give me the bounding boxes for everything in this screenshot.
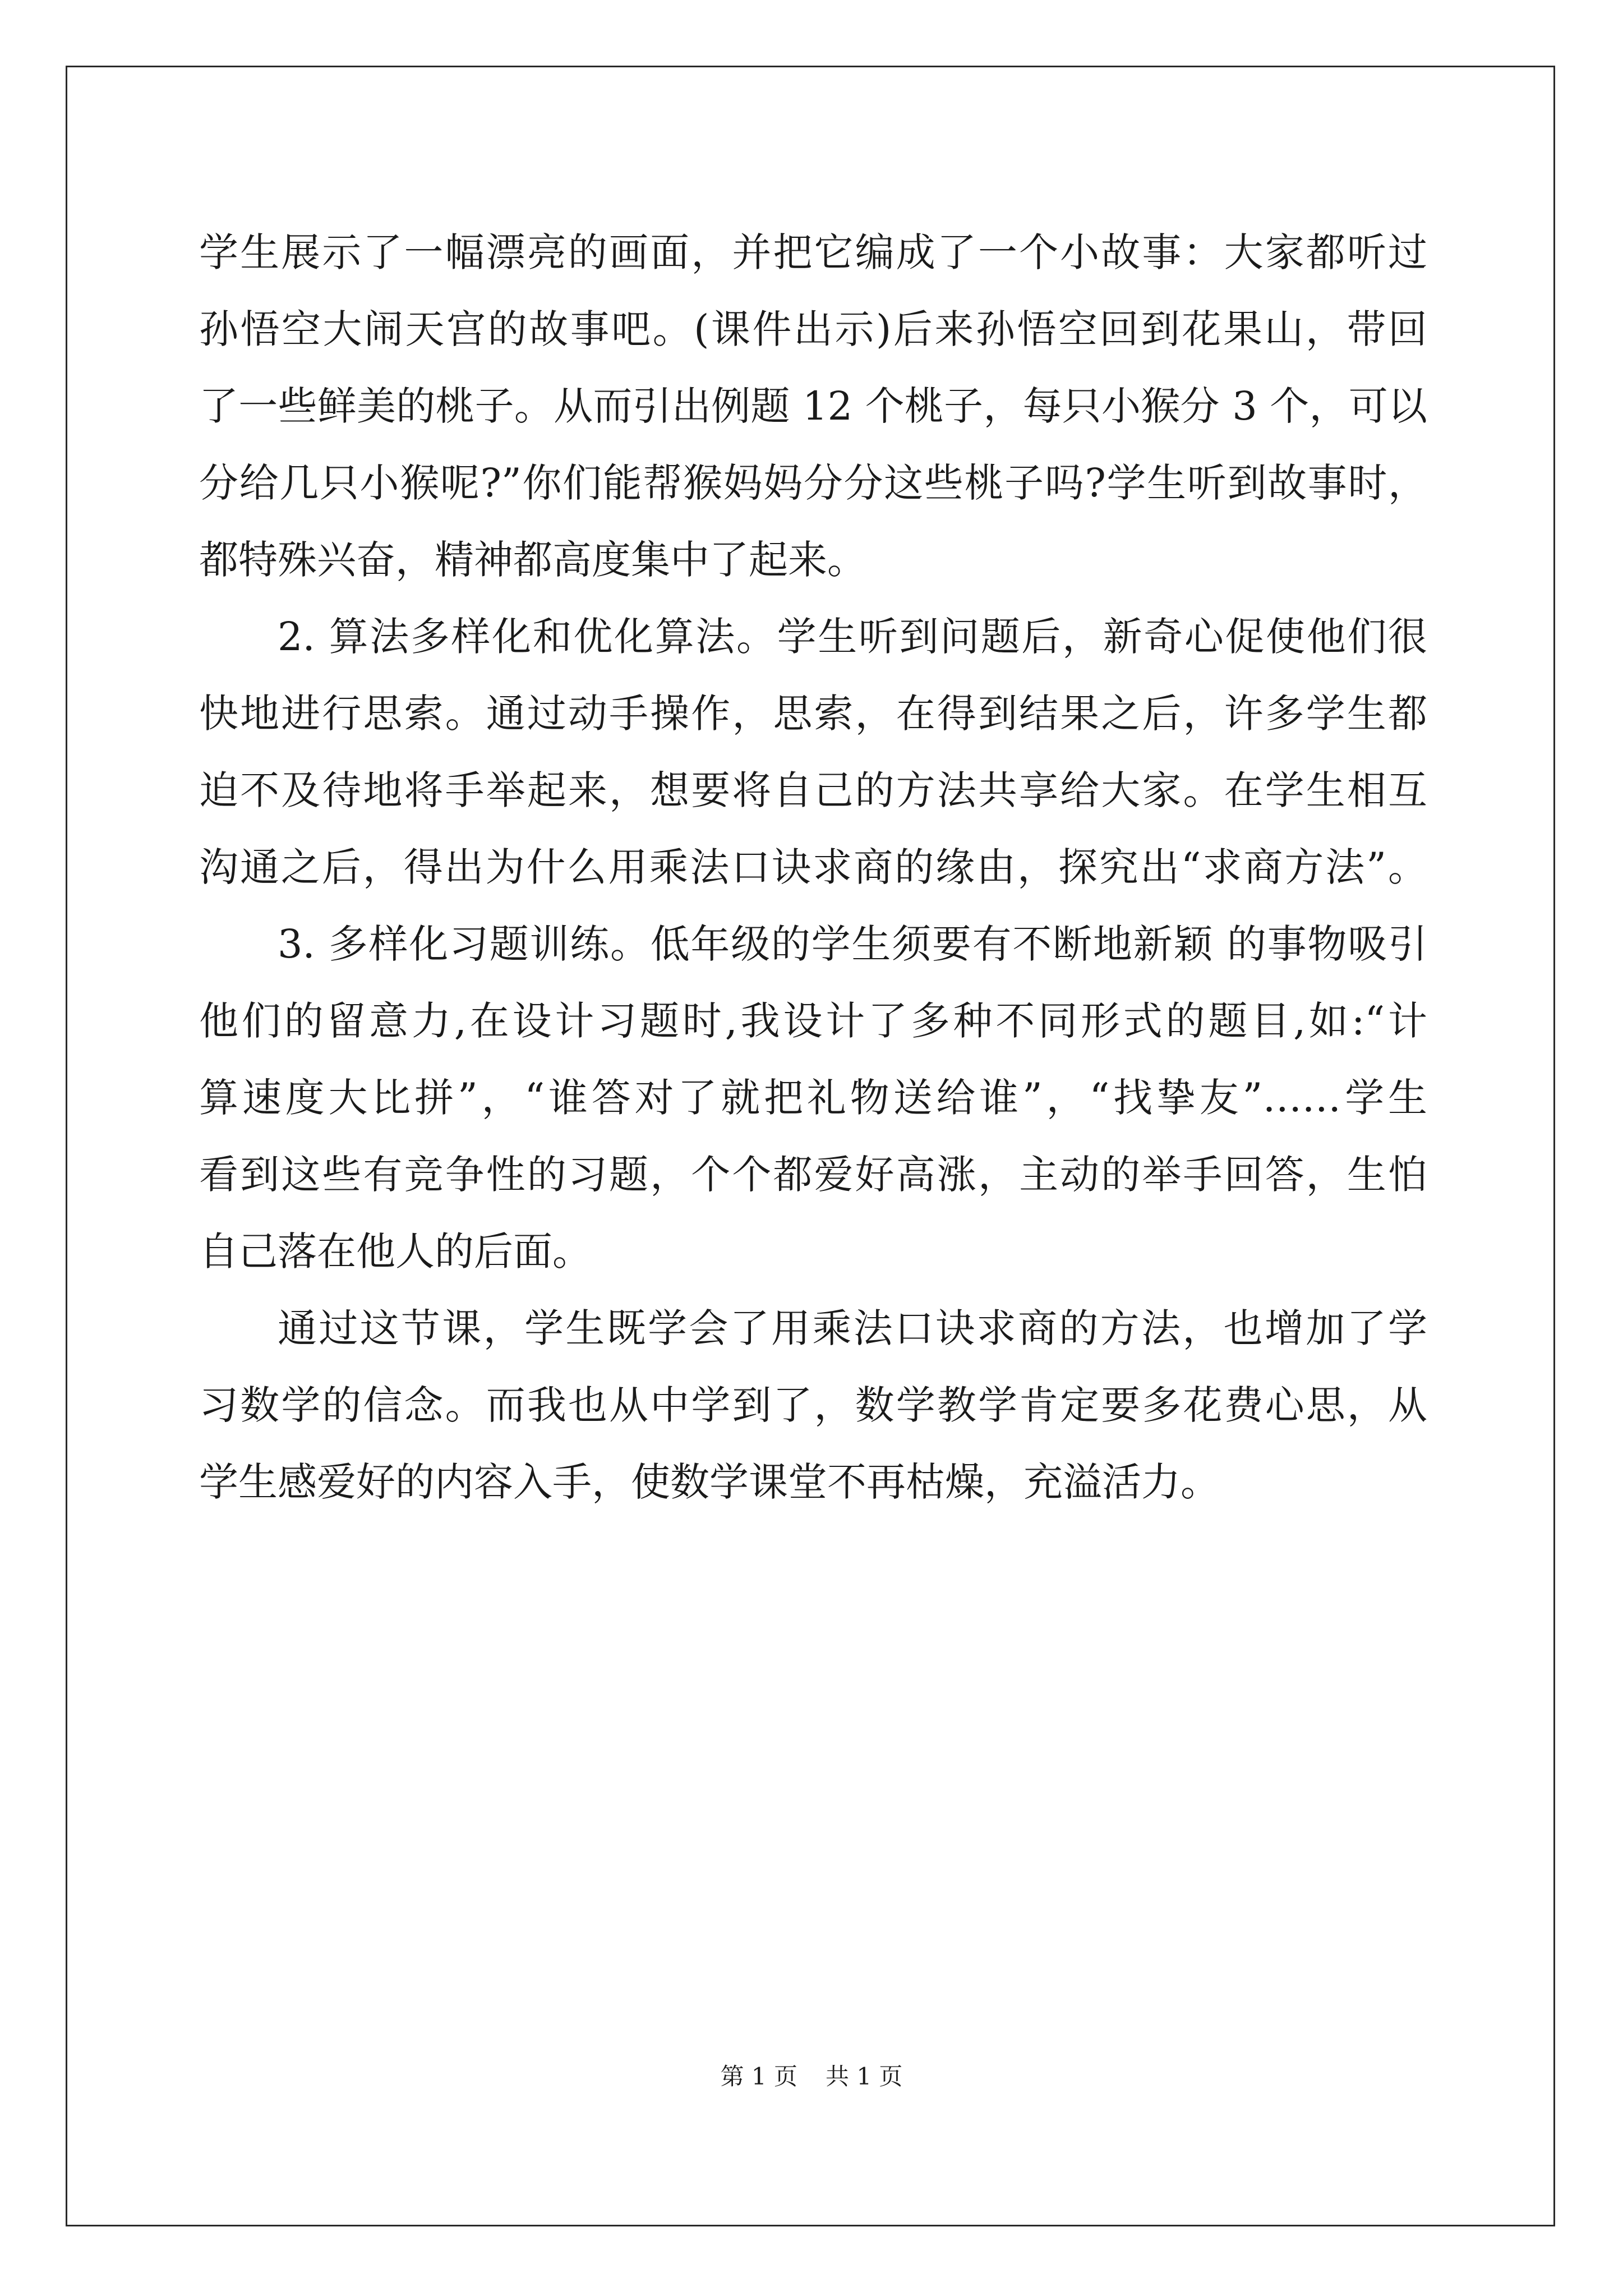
text-line: 沟通之后，得出为什么用乘法口诀求商的缘由，探究出“求商方法”。 xyxy=(199,844,1427,890)
page-footer xyxy=(0,2060,1623,2093)
text-line: 3. 多样化习题训练。低年级的学生须要有不断地新颖 的事物吸引 xyxy=(278,921,1427,967)
document-body xyxy=(199,214,1427,1521)
text-line: 看到这些有竞争性的习题，个个都爱好高涨，主动的举手回答，生怕 xyxy=(199,1152,1427,1198)
text-line: 他们的留意力,在设计习题时,我设计了多种不同形式的题目,如:“计 xyxy=(199,998,1427,1044)
text-line: 学生展示了一幅漂亮的画面，并把它编成了一个小故事：大家都听过 xyxy=(199,229,1427,275)
text-line: 通过这节课，学生既学会了用乘法口诀求商的方法，也增加了学 xyxy=(278,1305,1427,1351)
text-line: 了一些鲜美的桃子。从而引出例题 12 个桃子，每只小猴分 3 个，可以 xyxy=(199,383,1427,429)
page-total: 共 1 页 xyxy=(826,2063,903,2090)
text-line: 自己落在他人的后面。 xyxy=(199,1228,592,1274)
text-line: 算速度大比拼”，“谁答对了就把礼物送给谁”，“找挚友”……学生 xyxy=(199,1075,1427,1121)
text-line: 习数学的信念。而我也从中学到了，数学教学肯定要多花费心思，从 xyxy=(199,1382,1427,1428)
text-line: 2. 算法多样化和优化算法。学生听到问题后，新奇心促使他们很 xyxy=(278,614,1427,660)
page-number: 第 1 页 xyxy=(720,2063,797,2090)
text-line: 都特殊兴奋，精神都高度集中了起来。 xyxy=(199,537,866,583)
text-line: 迫不及待地将手举起来，想要将自己的方法共享给大家。在学生相互 xyxy=(199,767,1427,813)
text-line: 孙悟空大闹天宫的故事吧。(课件出示)后来孙悟空回到花果山，带回 xyxy=(199,306,1427,352)
text-line: 快地进行思索。通过动手操作，思索，在得到结果之后，许多学生都 xyxy=(199,691,1427,737)
text-line: 分给几只小猴呢?”你们能帮猴妈妈分分这些桃子吗?学生听到故事时， xyxy=(199,460,1427,506)
text-line: 学生感爱好的内容入手，使数学课堂不再枯燥，充溢活力。 xyxy=(199,1459,1220,1505)
